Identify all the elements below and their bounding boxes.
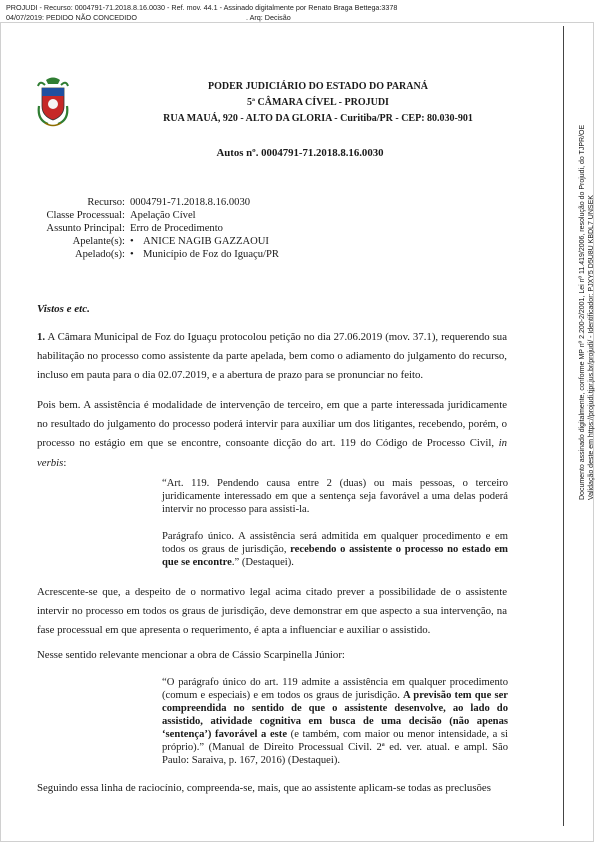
- court-address: RUA MAUÁ, 920 - ALTO DA GLORIA - Curitiba/PR - CEP: 80.030-901: [163, 113, 473, 124]
- court-chamber: 5ª CÂMARA CÍVEL - PROJUDI: [247, 97, 389, 108]
- quote-art-119: “Art. 119. Pendendo causa entre 2 (duas) ou mais pessoas, o terceiro juridicamente interessado em que a sentença seja favorável a uma delas poderá intervir no processo para assisti-la.: [162, 478, 508, 515]
- court-name: PODER JUDICIÁRIO DO ESTADO DO PARANÁ: [208, 81, 428, 92]
- assunto-label: Assunto Principal:: [46, 223, 125, 234]
- classe-value: Apelação Cível: [130, 210, 196, 221]
- header-signature-line: PROJUDI - Recurso: 0004791-71.2018.8.16.0030 - Ref. mov. 44.1 - Assinado digitalmente por Renato Braga Bettega:3378: [6, 3, 398, 12]
- paragraph-3: Acrescente-se que, a despeito de o normativo legal acima citado prever a possibilidade de o assistente intervir no processo em todos os graus de jurisdição, deve demonstrar em que aspecto a sua intervenção, na fase processual em que apresenta o requerimento, é apta a influenciar e auxiliar o assistido.: [37, 586, 507, 637]
- paragraph-2-end: :: [63, 456, 67, 469]
- paragraph-4: Nesse sentido relevante mencionar a obra de Cássio Scarpinella Júnior:: [37, 649, 345, 661]
- parana-coat-of-arms-icon: [36, 76, 70, 128]
- quote-paragrafo-unico: [162, 530, 508, 569]
- paragraph-1-number: 1.: [37, 331, 46, 343]
- apelante-bullet: •: [130, 236, 134, 247]
- quote-2-bold: recebendo o assistente o processo no estado em que se encontre: [162, 544, 508, 568]
- quote-3-text-b: (e também, com maior ou menor intensidade, a si próprio).” (Manual de Direito Processual Civil. 2ª ed. ver. atual. e ampl. São Paulo: Saraiva, p. 167, 2016) (Destaquei).: [162, 729, 508, 766]
- classe-label-wrap: [36, 210, 125, 224]
- paragraph-2-text: Pois bem. A assistência é modalidade de intervenção de terceiro, em que a parte interessada juridicamente no resultado do julgamento do processo poderá intervir para auxiliar um dos litigantes, recebendo, porém, o processo no estágio em que se encontre, consoante dicção do art. 119 do Código de Processo Civil,: [37, 399, 507, 450]
- recurso-value: 0004791-71.2018.8.16.0030: [130, 197, 251, 208]
- validation-line-2: Validação deste em https://projudi.tjpr.jus.br/projudi/ - Identificador: PJXY5 D5U8U KBDL7 UNSEK: [588, 195, 595, 500]
- apelado-value: Município de Foz do Iguaçu/PR: [143, 249, 279, 260]
- classe-label: Classe Processual:: [46, 210, 125, 221]
- apelado-label-wrap: [36, 249, 125, 263]
- assunto-value: Erro de Procedimento: [130, 223, 223, 234]
- autos-number: Autos nº. 0004791-71.2018.8.16.0030: [216, 147, 384, 159]
- quote-3-bold: A previsão tem que ser compreendida no sentido de que o assistente desenvolve, ao lado do assistido, atividade cognitiva em busca de uma decisão (não apenas ‘sentença’) favorável a este: [162, 690, 508, 740]
- recurso-label-wrap: [36, 197, 125, 211]
- apelante-value: ANICE NAGIB GAZZAOUI: [143, 236, 269, 247]
- vistos-heading: Vistos e etc.: [37, 303, 90, 315]
- apelado-label: Apelado(s):: [74, 249, 125, 260]
- quote-2-text: Parágrafo único. A assistência será admitida em qualquer procedimento e em todos os graus de jurisdição,: [162, 531, 508, 555]
- header-status-line: 04/07/2019: PEDIDO NÃO CONCEDIDO: [6, 13, 138, 22]
- apelante-label: Apelante(s):: [72, 236, 125, 247]
- paragraph-2-italic: in verbis: [37, 437, 507, 469]
- apelante-label-wrap: [36, 236, 125, 250]
- paragraph-2: [37, 396, 507, 473]
- validation-line-1: Documento assinado digitalmente, conforme MP nº 2.200-2/2001, Lei nº 11.419/2006, resolução do Projudi, do TJPR/OE: [579, 124, 586, 500]
- quote-scarpinella: [162, 676, 508, 767]
- quote-2-end: .” (Destaquei).: [231, 557, 294, 568]
- apelado-bullet: •: [130, 249, 134, 260]
- recurso-label: Recurso:: [87, 197, 125, 208]
- paragraph-1-text: A Câmara Municipal de Foz do Iguaçu protocolou petição no dia 27.06.2019 (mov. 37.1), requerendo sua habilitação no processo como assistente da parte apelada, bem como o adiamento do julgamento do recurso, incluso em pauta para o dia 02.07.2019, e a abertura de prazo para se pronunciar no feito.: [37, 331, 507, 382]
- quote-3-text-a: “O parágrafo único do art. 119 admite a assistência em qualquer procedimento (comum e especiais) e em todos os graus de jurisdição.: [162, 677, 508, 701]
- paragraph-5: Seguindo essa linha de raciocínio, compreenda-se, mais, que ao assistente aplicam-se todas as preclusões: [37, 782, 491, 794]
- paragraph-1: [37, 328, 507, 386]
- assunto-label-wrap: [36, 223, 125, 237]
- header-file-label: . Arq: Decisão: [246, 13, 291, 22]
- validation-text: [578, 125, 596, 500]
